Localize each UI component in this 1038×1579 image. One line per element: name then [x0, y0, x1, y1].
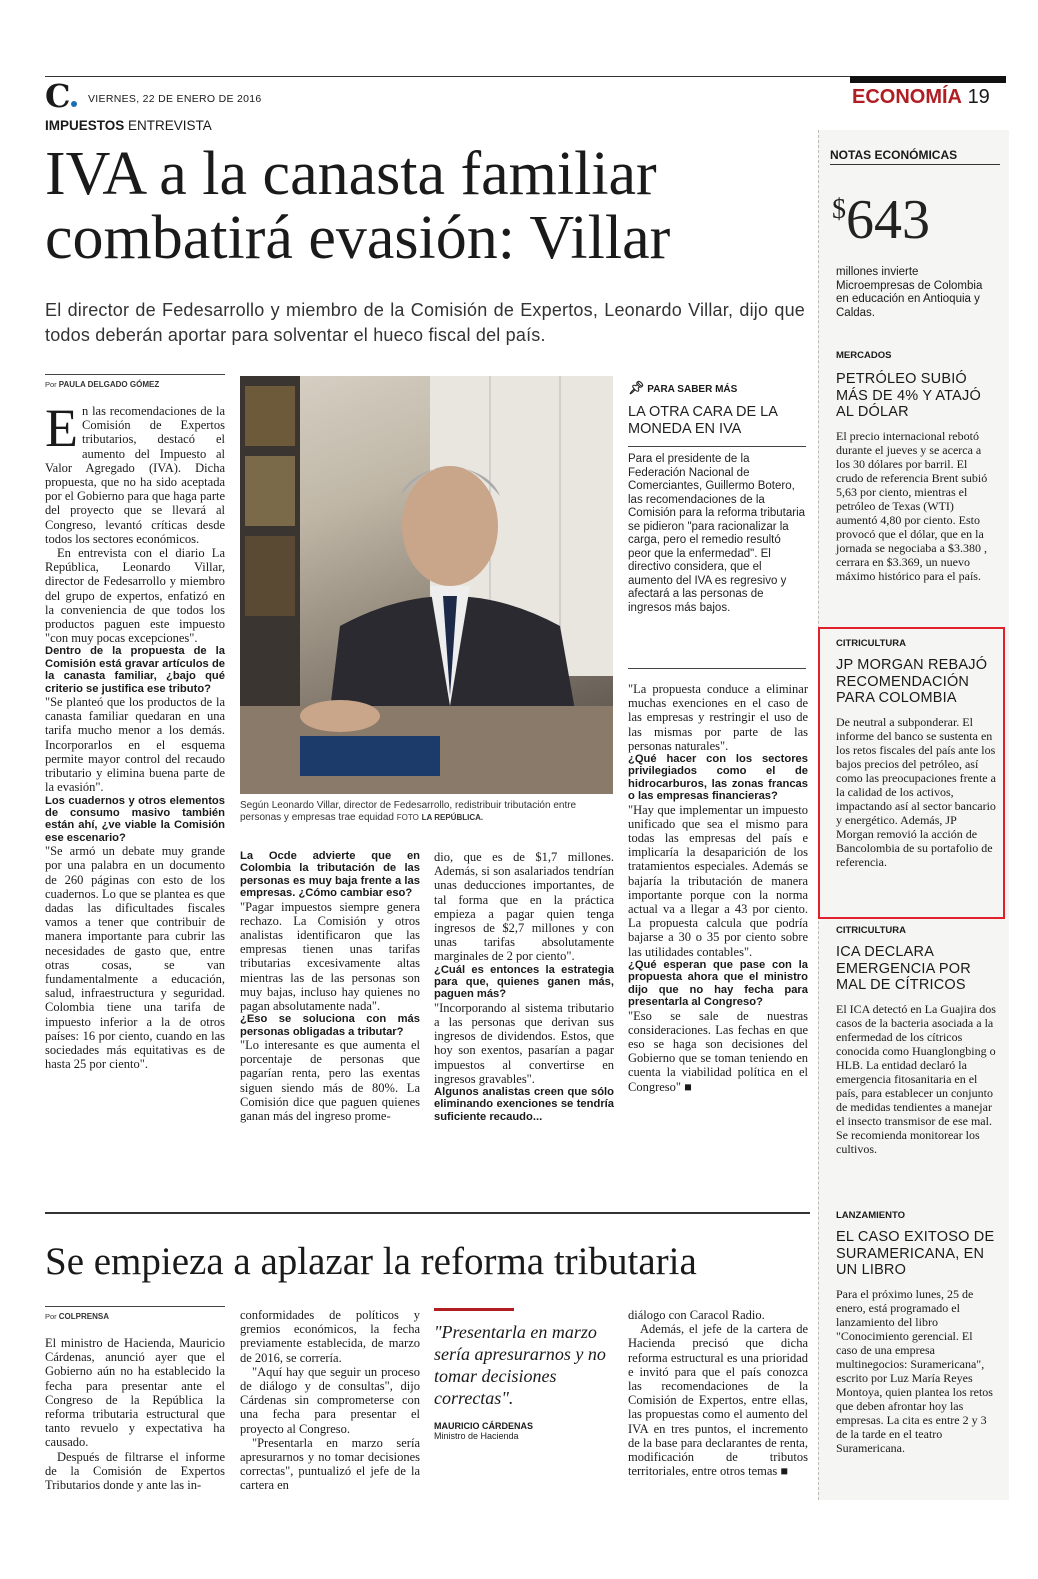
- article2-column-2: conformidades de políticos y gremios económicos, la fecha previamente establecida, de marzo de 2016, se correría. "Aquí hay que seguir un proceso de diálogo y de consultas", dijo Cárdenas sin comprometerse con una fecha para presentar el proyecto al Congreso. "Presentarla en marzo sería apresurarnos y no tomar decisiones correctas", puntualizó el jefe de la cartera en: [240, 1308, 420, 1493]
- kicker: IMPUESTOS ENTREVISTA: [45, 118, 212, 133]
- note-label: CITRICULTURA: [836, 925, 907, 936]
- quote-text: "Presentarla en marzo sería apresurarnos y no tomar decisiones correctas".: [434, 1322, 606, 1408]
- quote-accent-bar: [434, 1308, 514, 1311]
- question-8: ¿Qué esperan que pase con la propuesta ahora que el ministro dijo que no hay fecha para presentarla al Congreso?: [628, 958, 808, 1009]
- note-label: MERCADOS: [836, 350, 892, 361]
- column-rule: [45, 374, 225, 375]
- end-mark-icon: ■: [684, 1079, 692, 1094]
- question-2: Los cuadernos y otros elementos de consumo masivo también están ahí, ¿ve viable la Comisión ese escenario?: [45, 794, 225, 844]
- headline-2: Se empieza a aplazar la reforma tributaria: [45, 1240, 697, 1283]
- note-text: El precio internacional rebotó durante el jueves y se acerca a los 30 dólares por barril. El crudo de referencia Brent subió 5,63 por ciento, mientras el petróleo de Texas (WTI) aumentó 4,80 por ciento. Esto provocó que el dólar, que en la jornada se negociaba a $3.380 , cerrara en $3.369, un nuevo máximo histórico para el país.: [836, 428, 988, 583]
- note-suramericana: [836, 1210, 996, 1455]
- question-5: ¿Cuál es entonces la estrategia para que, quienes ganen más, paguen más?: [434, 963, 614, 1001]
- quote-role: Ministro de Hacienda: [434, 1431, 519, 1441]
- note-label: CITRICULTURA: [836, 638, 907, 649]
- article-column-3: dio, que es de $1,7 millones. Además, si son asalariados tendrían unas deducciones importantes, de tal forma que en la práctica empieza a pagar quien tenga ingresos de $2,7 millones y con unas tarifas absolutamente marginales de 2 por ciento". ¿Cuál es entonces la estrategia para que, quienes ganen más, paguen más? "Incorporando al sistema tributario a las personas que derivan sus ingresos de dividendos. Estos, que hoy son exentos, pasarían a pagar impuestos al convertirse en ingresos gravables". Algunos analistas creen que sólo eliminando exenciones se tendría suficiente recaudo...: [434, 850, 614, 1123]
- logo-dot-icon: [71, 101, 77, 107]
- notes-header: NOTAS ECONÓMICAS: [830, 148, 1000, 165]
- note-text: De neutral a subponderar. El informe del banco se sustenta en los retos fiscales del país ante los bajos precios del petróleo, así como las preocupaciones frente a la calidad de los activos, impactando así al sector bancario y energético. Además, JP Morgan removió la acción de Bancolombia de su portafolio de referencia.: [836, 714, 996, 869]
- page-number: 19: [967, 86, 990, 108]
- note-title: EL CASO EXITOSO DE SURAMERICANA, EN UN LIBRO: [836, 1229, 995, 1278]
- big-number-text: millones invierte Microempresas de Colombia en educación en Antioquia y Caldas.: [836, 266, 983, 319]
- photo-caption: Según Leonardo Villar, director de Fedesarrollo, redistribuir tributación entre personas y empresas trae equidad FOTO LA REPÚBLICA.: [240, 800, 577, 823]
- pull-quote: [434, 1308, 614, 1441]
- photo-illustration: [240, 376, 613, 794]
- article-column-1: En las recomendaciones de la Comisión de Expertos tributarios, destacó el aumento del Impuesto al Valor Agregado (IVA). Dicha propuesta, que no ha sido aceptada por el Gobierno para que haga parte del proyecto que se llevará al Congreso, levantó críticas desde todos los sectores económicos. En entrevista con el diario La República, Leonardo Villar, director de Fedesarrollo y miembro del grupo de expertos, enfatizó en la conveniencia de que todos los productos paguen este impuesto "con muy pocas excepciones". Dentro de la propuesta de la Comisión está gravar artículos de la canasta familiar, ¿bajo qué criterio se justifica ese tributo? "Se planteó que los productos de la canasta familiar quedaran en una tarifa mucho menor a los demás. Incorporarlos en el esquema permite mayor control del recaudo tributario y elimina buena parte de la evasión". Los cuadernos y otros elementos de consumo masivo también están ahí, ¿ve viable la Comisión ese escenario? "Se armó un debate muy grande por una palabra en un documento de 260 páginas con esto de los cuadernos. Lo que se plantea es que dadas las dificultades fiscales vamos a tener que contribuir de manera importante para cubrir las necesidades de gasto que, entre otras cosas, se van fundamentalmente a educación, salud, infraestructura y seguridad. Colombia tiene una tarifa de impuesto inferior a la de otros países: 16 por ciento, cuando en las sociedades más equitativas es de hasta 25 por ciento".: [45, 398, 225, 1072]
- headline-line2: combatirá evasión: Villar: [45, 204, 671, 272]
- note-text: Para el próximo lunes, 25 de enero, está programado el lanzamiento del libro "Conocimiento gerencial. El caso de una empresa multinegocios: Suramericana", escrito por Luz María Reyes Montoya, quien plantea los retos que deben afrontar hoy las empresas. La cita es entre 2 y 3 de la tarde en el teatro Suramericana.: [836, 1286, 993, 1455]
- deck: El director de Fedesarrollo y miembro de la Comisión de Expertos, Leonardo Villar, dijo que todos deberán aportar para solventar el hueco fiscal del país.: [45, 300, 805, 345]
- note-label: LANZAMIENTO: [836, 1210, 905, 1221]
- sidebox-bottom-rule: [628, 668, 806, 669]
- section-bar: [850, 76, 1006, 83]
- question-7: ¿Qué hacer con los sectores privilegiados como el de hidrocarburos, las zonas francas o las empresas financieras?: [628, 753, 808, 803]
- sidebox-label: 📌︎ PARA SABER MÁS: [628, 380, 738, 395]
- question-1: Dentro de la propuesta de la Comisión está gravar artículos de la canasta familiar, ¿bajo qué criterio se justifica ese tributo?: [45, 645, 225, 695]
- byline: Por PAULA DELGADO GÓMEZ: [45, 380, 160, 389]
- section-header: [852, 86, 990, 108]
- question-3: La Ocde advierte que en Colombia la tributación de las personas es muy baja frente a las empresas. ¿Cómo cambiar eso?: [240, 850, 420, 900]
- article2-column-4: diálogo con Caracol Radio. Además, el jefe de la cartera de Hacienda precisó que dicha reforma estructural es una prioridad e invitó para que el país conozca las recomendaciones de la Comisión de Expertos, entre ellas, las propuestas como el aumento del IVA en tres puntos, el incremento de la base para declarantes de renta, modificación de tributos territoriales, entre otros temas ■: [628, 1308, 808, 1479]
- headline-line1: IVA a la canasta familiar: [45, 140, 657, 208]
- note-ica: [836, 925, 996, 1156]
- column-rule: [45, 1306, 225, 1307]
- sidebox-rule: [628, 446, 806, 447]
- article-column-4: "La propuesta conduce a eliminar muchas exenciones en el caso de las empresas y restringir el uso de las mismas por parte de las personas naturales". ¿Qué hacer con los sectores privilegiados como el de hidrocarburos, las zonas francas o las empresas financieras? "Hay que implementar un impuesto unificado que sea el mismo para todas las empresas del país e implicaría la desaparición de los tratamientos especiales. Además se bajaría la tributación de manera importante porque con la norma actual va a llegar a 43 por ciento. La propuesta calcula que podría bajarse a 30 o 35 por ciento sobre las utilidades contables". ¿Qué esperan que pase con la propuesta ahora que el ministro dijo que no hay fecha para presentarla al Congreso? "Eso se sale de nuestras consideraciones. Las fechas en que eso se haga son decisiones del Gobierno que se toman teniendo en cuenta la viabilidad política en el Congreso" ■: [628, 682, 808, 1094]
- sidebox: [628, 380, 806, 615]
- logo: C: [45, 80, 77, 112]
- question-4: ¿Eso se soluciona con más personas obligadas a tributar?: [240, 1013, 420, 1038]
- issue-date: VIERNES, 22 DE ENERO DE 2016: [88, 93, 262, 105]
- note-text: El ICA detectó en La Guajira dos casos de la bacteria asociada a la enfermedad de los cítricos conocida como Huanglongbing o HLB. La entidad declaró la emergencia fitosanitaria en el país, para establecer un conjunto de medidas tendientes a manejar el insecto transmisor de ese mal. Se recomienda monitorear los cultivos.: [836, 1001, 996, 1156]
- quote-author: MAURICIO CÁRDENAS: [434, 1421, 533, 1431]
- article-divider: [45, 1212, 810, 1214]
- question-6: Algunos analistas creen que sólo eliminando exenciones se tendría suficiente recaudo...: [434, 1086, 614, 1123]
- dropcap: E: [45, 398, 78, 458]
- article2-column-1: El ministro de Hacienda, Mauricio Cárdenas, anunció ayer que el Gobierno aún no ha establecido la fecha para presentar ante el Congreso de la República la reforma tributaria estructural que tanto revuelo y expectativa ha causado. Después de filtrarse el informe de la Comisión de Expertos Tributarios donde y ante las in-: [45, 1336, 225, 1493]
- article-column-2: La Ocde advierte que en Colombia la tributación de las personas es muy baja frente a las empresas. ¿Cómo cambiar eso? "Pagar impuestos siempre genera rechazo. La Comisión y otros analistas identificaron que las empresas tienen unas tarifas tributarias excesivamente altas mientras las de las personas son muy bajas, incluso hay quienes no pagan absolutamente nada". ¿Eso se soluciona con más personas obligadas a tributar? "Lo interesante es que aumenta el porcentaje de personas que pagarían renta, pero las exentas siguen siendo más de 80%. La Comisión dice que paguen quienes ganan más del ingreso prome-: [240, 850, 420, 1124]
- note-title: JP MORGAN REBAJÓ RECOMENDACIÓN PARA COLOMBIA: [836, 657, 988, 706]
- sidebox-title: LA OTRA CARA DE LA MONEDA EN IVA: [628, 404, 778, 437]
- sidebox-text: Para el presidente de la Federación Nacional de Comerciantes, Guillermo Botero, las recomendaciones de la Comisión para la reforma tributaria se pidieron "para racionalizar la carga, pero el remedio resultó peor que la enfermedad". El directivo considera, que el aumento del IVA es regresivo y afectará a las personas de ingresos más bajos.: [628, 453, 806, 614]
- pin-icon: 📌︎: [628, 380, 645, 395]
- photo-leonardo-villar: [240, 376, 613, 794]
- big-number: $643: [832, 189, 930, 251]
- headline: [45, 142, 815, 270]
- end-mark-icon: ■: [780, 1464, 788, 1479]
- note-jp-morgan: [836, 638, 996, 869]
- byline-2: Por COLPRENSA: [45, 1312, 109, 1321]
- section-name: ECONOMÍA: [852, 86, 962, 108]
- note-title: PETRÓLEO SUBIÓ MÁS DE 4% Y ATAJÓ AL DÓLAR: [836, 371, 981, 420]
- note-title: ICA DECLARA EMERGENCIA POR MAL DE CÍTRICOS: [836, 944, 971, 993]
- note-mercados: [836, 350, 996, 583]
